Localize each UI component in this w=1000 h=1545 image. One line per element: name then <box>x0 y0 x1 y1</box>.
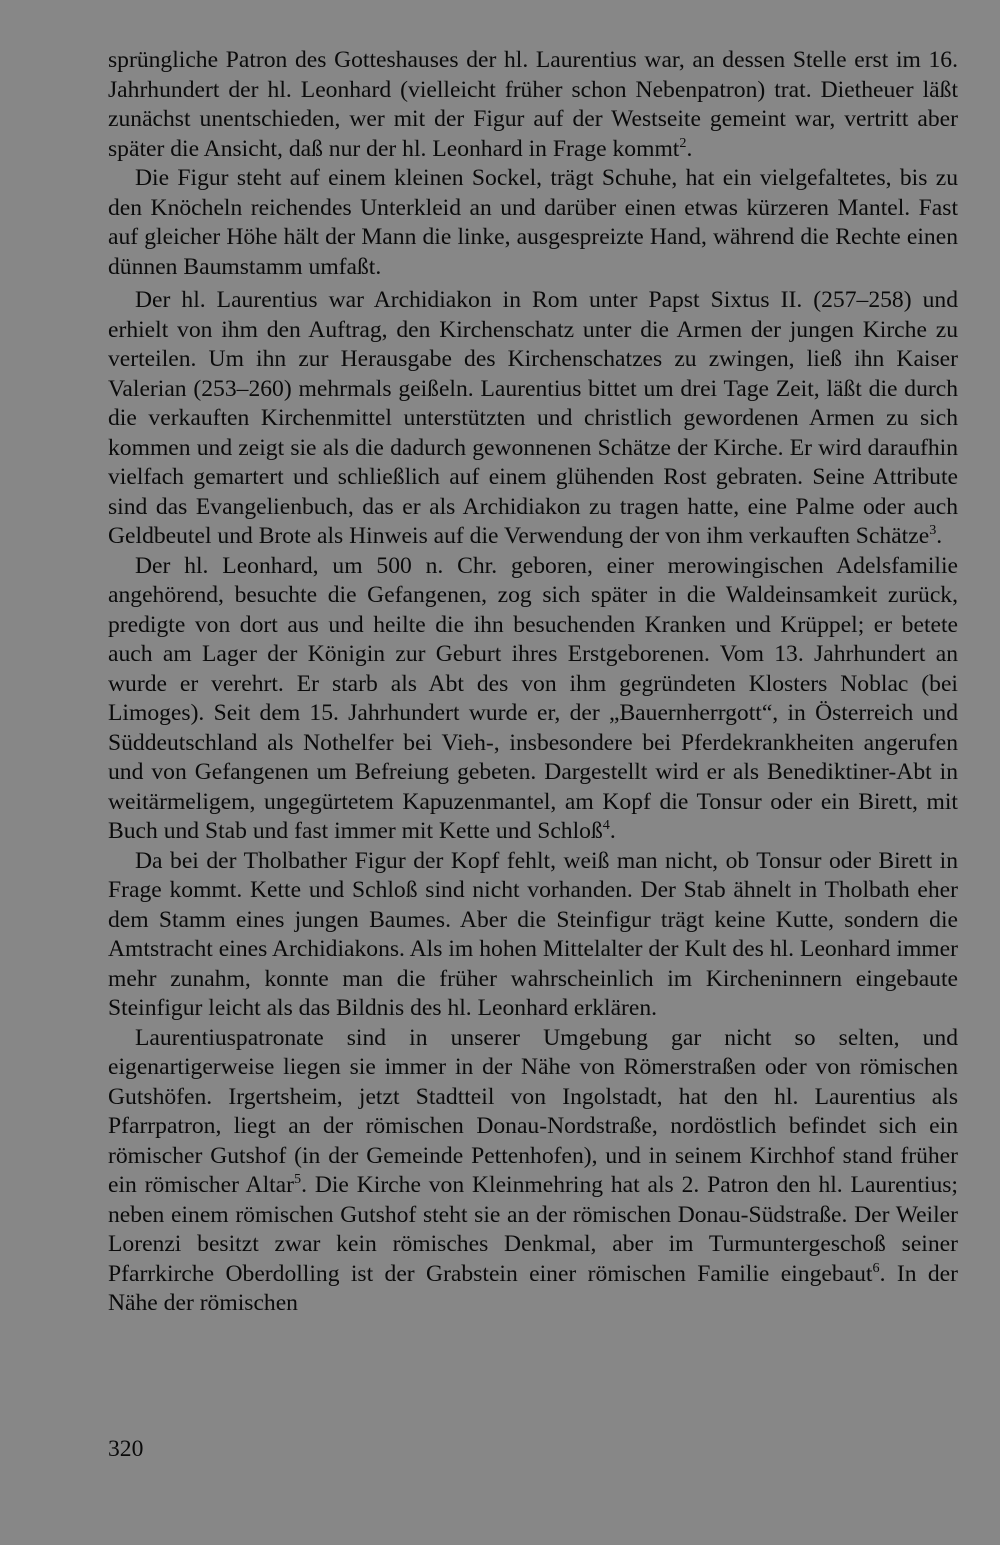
body-text <box>108 46 958 1319</box>
footnote-marker: 6 <box>872 1259 880 1276</box>
paragraph-4 <box>108 552 958 847</box>
paragraph-tail: . <box>609 818 616 844</box>
paragraph-text: Da bei der Tholbather Figur der Kopf fehlt, weiß man nicht, ob Tonsur oder Birett in Frage kommt. Kette und Schloß sind nicht vorhanden. Der Stab ähnelt in Tholbath eher dem Stamm eines jungen Baumes. Aber die Steinfigur trägt keine Kutte, sondern die Amtstracht eines Archidiakons. Als im hohen Mittelalter der Kult des hl. Leonhard immer mehr zunahm, konnte man die früher wahrscheinlich im Kircheninnern eingebaute Steinfigur leicht als das Bildnis des hl. Leonhard erklären. <box>108 847 958 1021</box>
paragraph-text: Laurentiuspatronate sind in unserer Umgebung gar nicht so selten, und eigenartigerweise liegen sie immer in der Nähe von Römerstraßen oder von römischen Gutshöfen. Irgertsheim, jetzt Stadtteil von Ingolstadt, hat den hl. Laurentius als Pfarrpatron, liegt an der römischen Donau-Nordstraße, nordöstlich befindet sich ein römischer Gutshof (in der Gemeinde Pettenhofen), und in seinem Kirchhof stand früher ein römischer Altar <box>108 1024 958 1198</box>
footnote-marker: 4 <box>602 817 610 834</box>
paragraph-text: Die Figur steht auf einem kleinen Sockel, trägt Schuhe, hat ein vielgefaltetes, bis zu den Knöcheln reichendes Unterkleid an und darüber einen etwas kürzeren Mantel. Fast auf gleicher Höhe hält der Mann die linke, ausgespreizte Hand, während die Rechte einen dünnen Baumstamm umfaßt. <box>108 165 958 280</box>
footnote-marker: 5 <box>294 1171 302 1188</box>
paragraph-tail: . Die Kirche von Kleinmehring hat als 2. Patron den hl. Laurentius; neben einem römischen Gutshof steht sie an der römischen Donau-Südstraße. Der Weiler Lorenzi besitzt zwar kein römisches Denkmal, aber im Turmuntergeschoß seiner Pfarrkirche Oberdolling ist der Grabstein einer römischen Familie eingebaut <box>108 1172 958 1287</box>
paragraph-5 <box>108 847 958 1024</box>
paragraph-1 <box>108 46 958 164</box>
paragraph-6 <box>108 1024 958 1319</box>
paragraph-text: Der hl. Laurentius war Archidiakon in Rom unter Papst Sixtus II. (257–258) und erhielt von ihm den Auftrag, den Kirchenschatz unter die Armen der jungen Kirche zu verteilen. Um ihn zur Herausgabe des Kirchenschatzes zu zwingen, ließ ihn Kaiser Valerian (253–260) mehrmals geißeln. Laurentius bittet um drei Tage Zeit, läßt die durch die verkauften Kirchenmittel unterstützten und christlich gewordenen Armen zu sich kommen und zeigt sie als die dadurch gewonnenen Schätze der Kirche. Er wird daraufhin vielfach gemartert und schließlich auf einem glühenden Rost gebraten. Seine Attribute sind das Evangelienbuch, das er als Archidiakon zu tragen hatte, eine Palme oder auch Geldbeutel und Brote als Hinweis auf die Verwendung der von ihm verkauften Schätze <box>108 287 958 549</box>
paragraph-tail: . <box>936 523 943 549</box>
paragraph-2 <box>108 164 958 282</box>
paragraph-tail: . <box>686 135 693 162</box>
page-number: 320 <box>108 1436 144 1462</box>
footnote-marker: 2 <box>679 134 687 151</box>
paragraph-text: Der hl. Leonhard, um 500 n. Chr. geboren, einer merowingischen Adelsfamilie angehörend, besuchte die Gefangenen, zog sich später in die Waldeinsamkeit zurück, predigte von dort aus und heilte die ihn besuchenden Kranken und Krüppel; er betete auch am Lager der Königin zur Geburt ihres Erstgeborenen. Vom 13. Jahrhundert an wurde er verehrt. Er starb als Abt des von ihm gegründeten Klosters Noblac (bei Limoges). Seit dem 15. Jahrhundert wurde er, der „Bauernherrgott“, in Österreich und Süddeutschland als Nothelfer bei Vieh-, insbesondere bei Pferdekrankheiten angerufen und von Gefangenen um Befreiung gebeten. Dargestellt wird er als Benediktiner-Abt in weitärmeligem, ungegürtetem Kapuzenmantel, am Kopf die Tonsur oder ein Birett, mit Buch und Stab und fast immer mit Kette und Schloß <box>108 552 958 844</box>
paragraph-tail: . In der Nähe der römischen <box>108 1260 958 1316</box>
paragraph-3 <box>108 286 958 552</box>
footnote-marker: 3 <box>929 522 937 539</box>
paragraph-text: sprüngliche Patron des Gotteshauses der hl. Laurentius war, an dessen Stelle erst im 16. Jahrhundert der hl. Leonhard (vielleicht früher schon Nebenpatron) trat. Dietheuer läßt zunächst unentschieden, wer mit der Figur auf der Westseite gemeint war, vertritt aber später die Ansicht, daß nur der hl. Leonhard in Frage kommt <box>108 47 958 162</box>
